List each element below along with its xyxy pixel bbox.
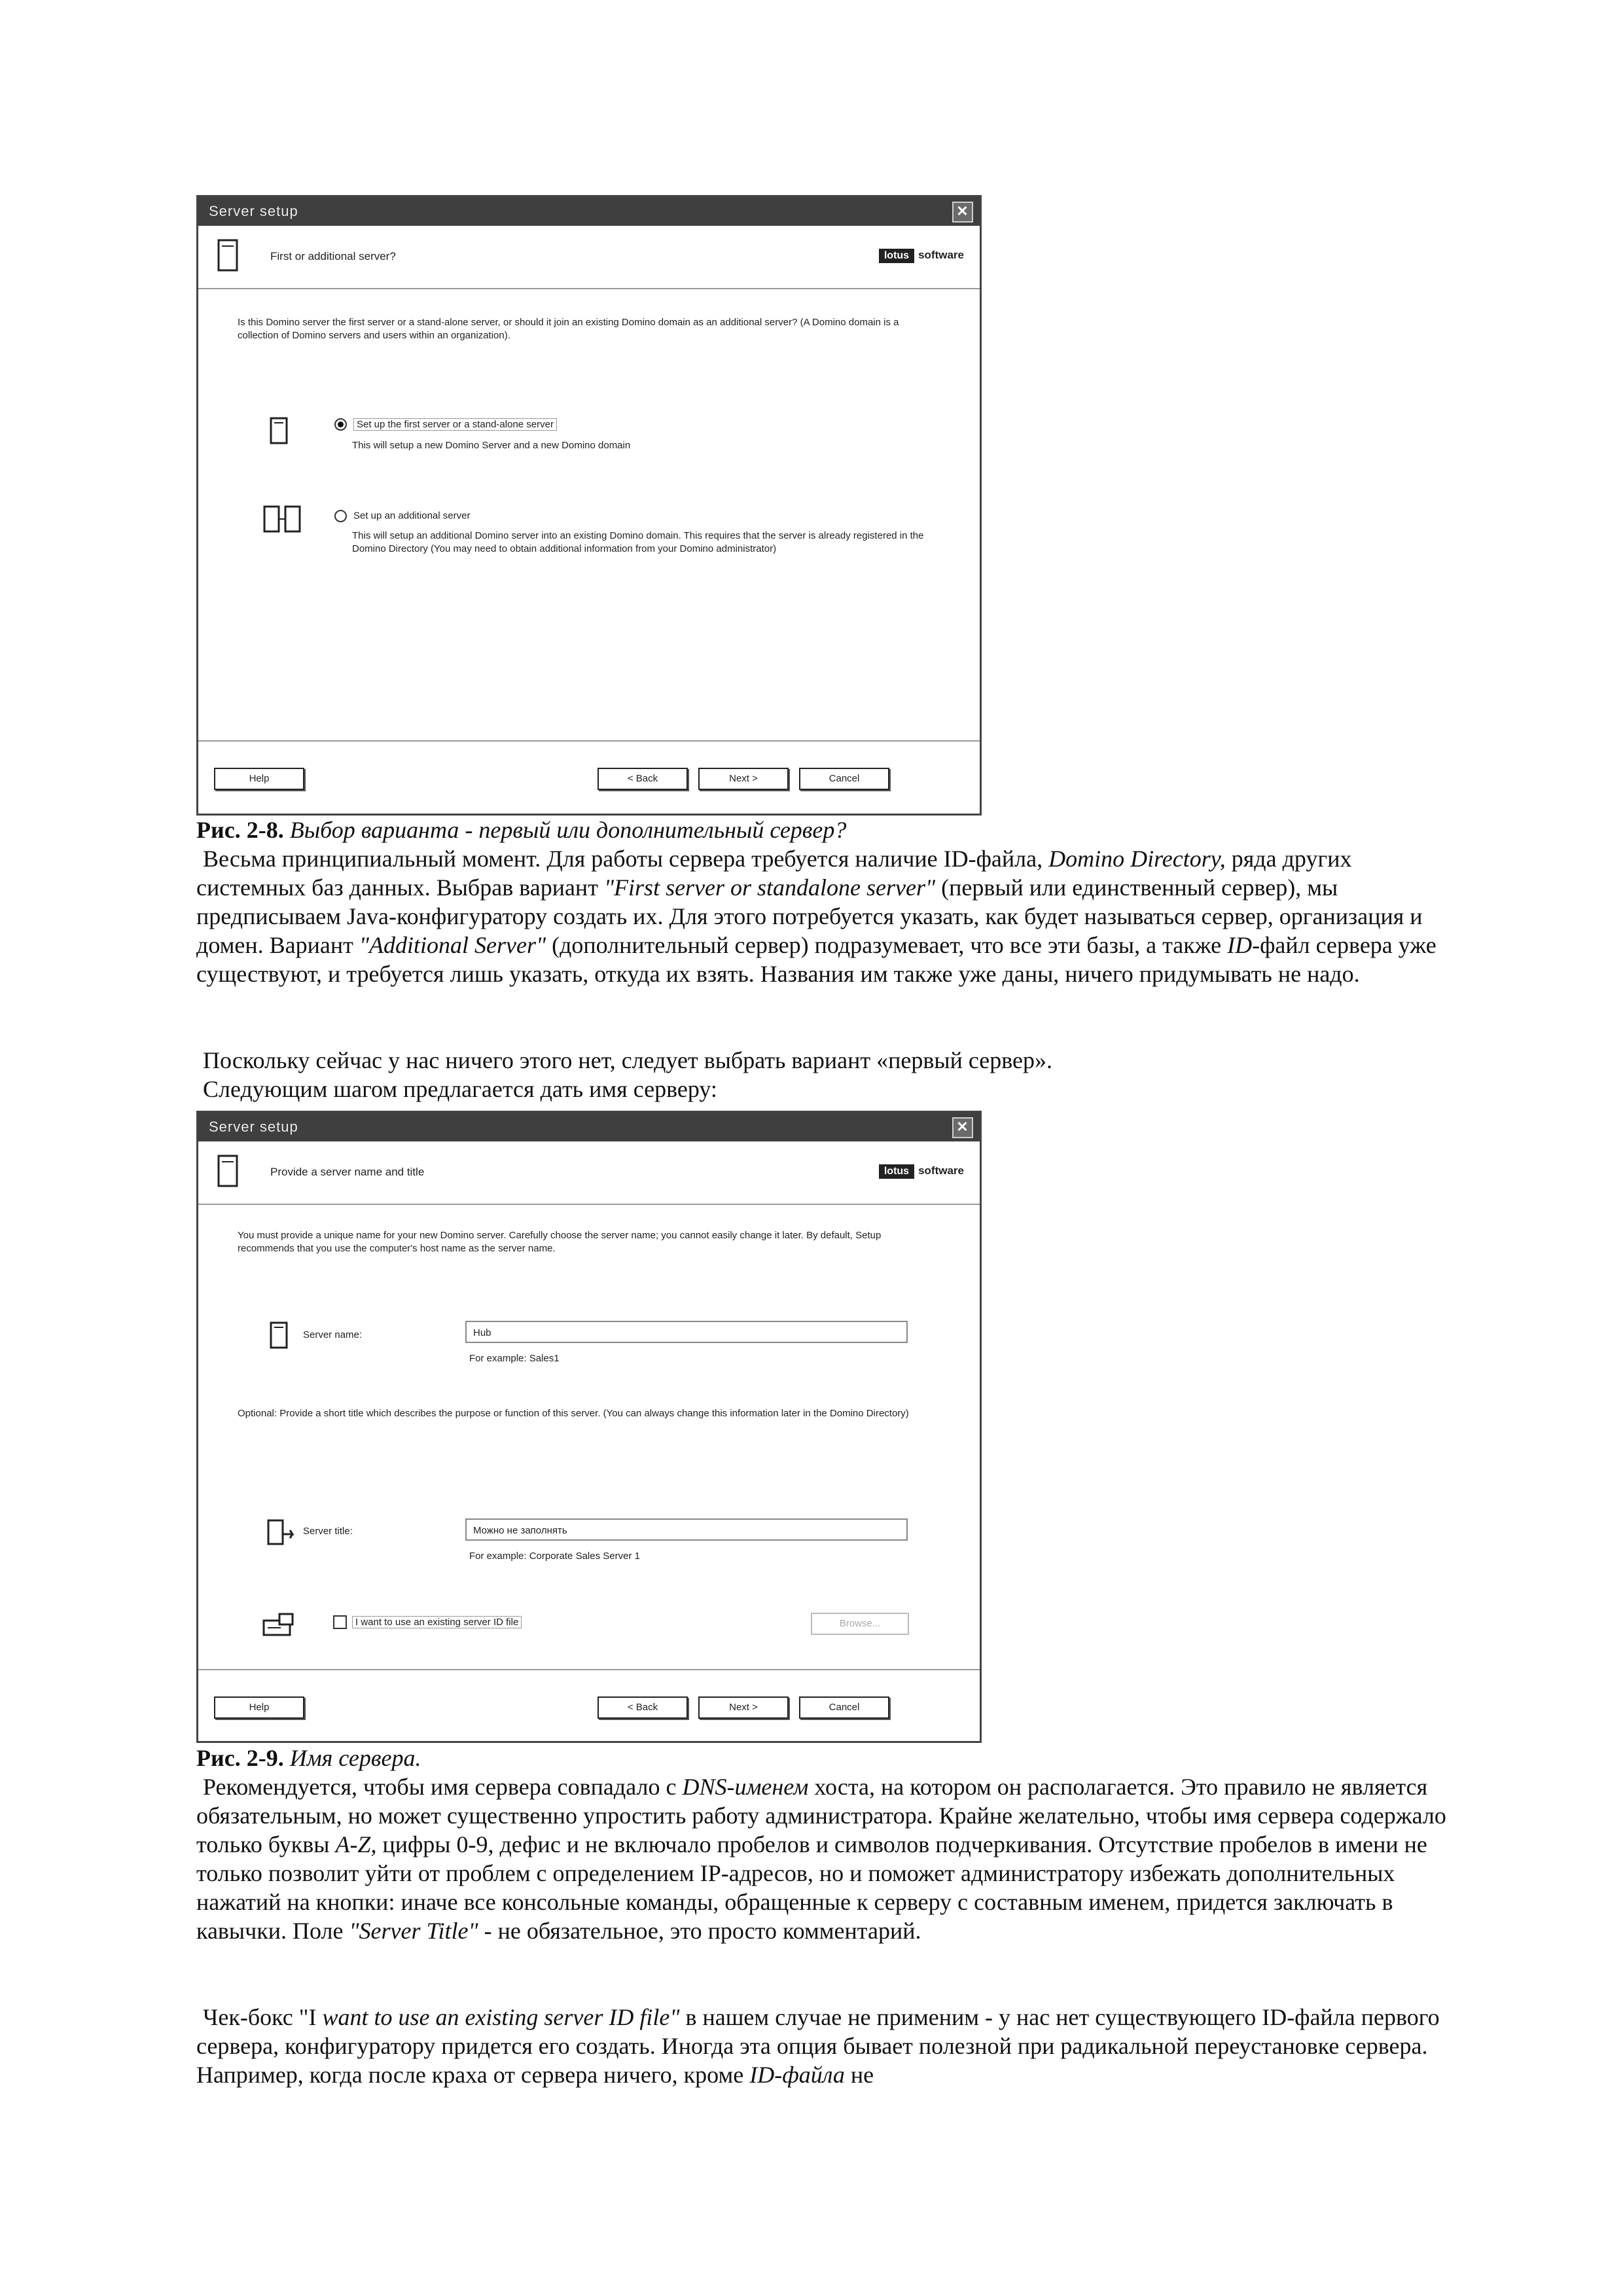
- server-icon: [217, 1154, 239, 1191]
- server-title-label: Server title:: [303, 1526, 353, 1537]
- header-question: First or additional server?: [270, 250, 396, 262]
- caption-number: Рис. 2-8.: [196, 817, 284, 843]
- next-button[interactable]: Next >: [698, 1696, 789, 1719]
- lotus-software-logo: lotus software: [879, 1164, 964, 1179]
- dialog-header: [198, 1143, 980, 1205]
- option-additional-description: This will setup an additional Domino server into an existing Domino domain. This requires that the server is already registered in the Domino Directory (You may need to obtain additional information from your Domino administrator): [352, 530, 924, 554]
- back-button[interactable]: < Back: [597, 768, 688, 790]
- paragraph-existing-id-checkbox: Чек-бокс "I want to use an existing server ID file" в нашем случае не применим - у нас нет существующего ID-файла первого сервера, конфигуратору придется его создать. Иногда эта опция бывает полезной при радикальной переустановке сервера. Например, когда после краха от сервера ничего, кроме ID-файла не: [196, 2004, 1440, 2088]
- radio-additional-server[interactable]: [334, 510, 347, 522]
- server-name-label: Server name:: [303, 1329, 363, 1340]
- dialog-title: Server setup: [209, 1119, 298, 1135]
- close-icon[interactable]: ✕: [952, 1117, 973, 1138]
- existing-id-label: I want to use an existing server ID file: [352, 1616, 522, 1628]
- server-name-icon: [269, 1321, 289, 1353]
- figure-caption-2-8: [196, 816, 846, 844]
- server-icon: [217, 238, 239, 276]
- server-setup-dialog-first-or-additional: [196, 195, 982, 816]
- optional-title-text: Optional: Provide a short title which describes the purpose or function of this server. (You can always change this information later in the Domino Directory): [238, 1408, 909, 1419]
- browse-button[interactable]: Browse...: [811, 1613, 909, 1635]
- server-title-example: For example: Corporate Sales Server 1: [469, 1551, 640, 1562]
- footer-divider: [198, 1669, 980, 1670]
- paragraph-next-step: Следующим шагом предлагается дать имя серверу:: [203, 1076, 717, 1102]
- dialog-title-bar: [198, 197, 980, 226]
- close-icon[interactable]: ✕: [952, 202, 973, 223]
- back-button[interactable]: < Back: [597, 1696, 688, 1719]
- lotus-software-logo: lotus software: [879, 249, 964, 263]
- existing-id-checkbox[interactable]: [333, 1615, 347, 1629]
- caption-text: Выбор варианта - первый или дополнительный сервер?: [289, 817, 847, 843]
- caption-text: Имя сервера.: [289, 1745, 421, 1771]
- next-button[interactable]: Next >: [698, 768, 789, 790]
- server-setup-dialog-server-name: [196, 1111, 982, 1743]
- footer-divider: [198, 740, 980, 742]
- caption-number: Рис. 2-9.: [196, 1745, 284, 1771]
- help-button[interactable]: Help: [214, 768, 304, 790]
- option-first-description: This will setup a new Domino Server and a new Domino domain: [352, 440, 631, 451]
- server-name-input[interactable]: Hub: [465, 1321, 908, 1343]
- option-additional-server[interactable]: [334, 510, 470, 522]
- paragraph-choose-first: Поскольку сейчас у нас ничего этого нет, следует выбрать вариант «первый сервер».: [203, 1047, 1053, 1073]
- paragraph-principal-moment: Весьма принципиальный момент. Для работы сервера требуется наличие ID-файла, Domino Directory, ряда других системных баз данных. Выбрав вариант "First server or standalone server" (первый или единственный сервер), мы предписываем Java-конфигуратору создать их. Для этого потребуется указать, как будет называться сервер, организация и домен. Вариант "Additional Server" (дополнительный сервер) подразумевает, что все эти базы, а также ID-файл сервера уже существуют, и требуется лишь указать, откуда их взять. Названия им также уже даны, ничего придумывать не надо.: [196, 846, 1436, 987]
- existing-id-checkbox-row[interactable]: [333, 1615, 522, 1629]
- intro-text: Is this Domino server the first server or a stand-alone server, or should it join an existing Domino domain as an additional server? (A Domino domain is a collection of Domino servers and users within an organization).: [238, 317, 899, 341]
- paragraph-dns-name: Рекомендуется, чтобы имя сервера совпадало с DNS-именем хоста, на котором он располагается. Это правило не является обязательным, но может существенно упростить работу администратора. Крайне желательно, чтобы имя сервера содержало только буквы A-Z, цифры 0-9, дефис и не включало пробелов и символов подчеркивания. Отсутствие пробелов в имени не только позволит уйти от проблем с определением IP-адресов, но и поможет администратору избежать дополнительных нажатий на кнопки: иначе все консольные команды, обращенные к серверу с составным именем, придется заключать в кавычки. Поле "Server Title" - не обязательное, это просто комментарий.: [196, 1774, 1446, 1944]
- intro-text: You must provide a unique name for your new Domino server. Carefully choose the server name; you cannot easily change it later. By default, Setup recommends that you use the computer's host name as the server name.: [238, 1230, 882, 1254]
- single-server-icon: [269, 416, 289, 448]
- server-title-icon: [266, 1518, 295, 1551]
- option-first-server[interactable]: [334, 418, 557, 431]
- header-instruction: Provide a server name and title: [270, 1166, 425, 1178]
- multiple-servers-icon: [262, 505, 304, 537]
- dialog-header: [198, 228, 980, 289]
- option-additional-label: Set up an additional server: [353, 510, 471, 522]
- radio-first-server[interactable]: [334, 418, 347, 431]
- option-first-label: Set up the first server or a stand-alone server: [353, 418, 557, 431]
- cancel-button[interactable]: Cancel: [799, 768, 889, 790]
- help-button[interactable]: Help: [214, 1696, 304, 1719]
- id-file-icon: [261, 1611, 298, 1641]
- dialog-title: Server setup: [209, 203, 298, 219]
- server-name-example: For example: Sales1: [469, 1353, 560, 1364]
- server-title-input[interactable]: Можно не заполнять: [465, 1518, 908, 1541]
- dialog-title-bar: [198, 1113, 980, 1141]
- cancel-button[interactable]: Cancel: [799, 1696, 889, 1719]
- figure-caption-2-9: [196, 1744, 421, 1772]
